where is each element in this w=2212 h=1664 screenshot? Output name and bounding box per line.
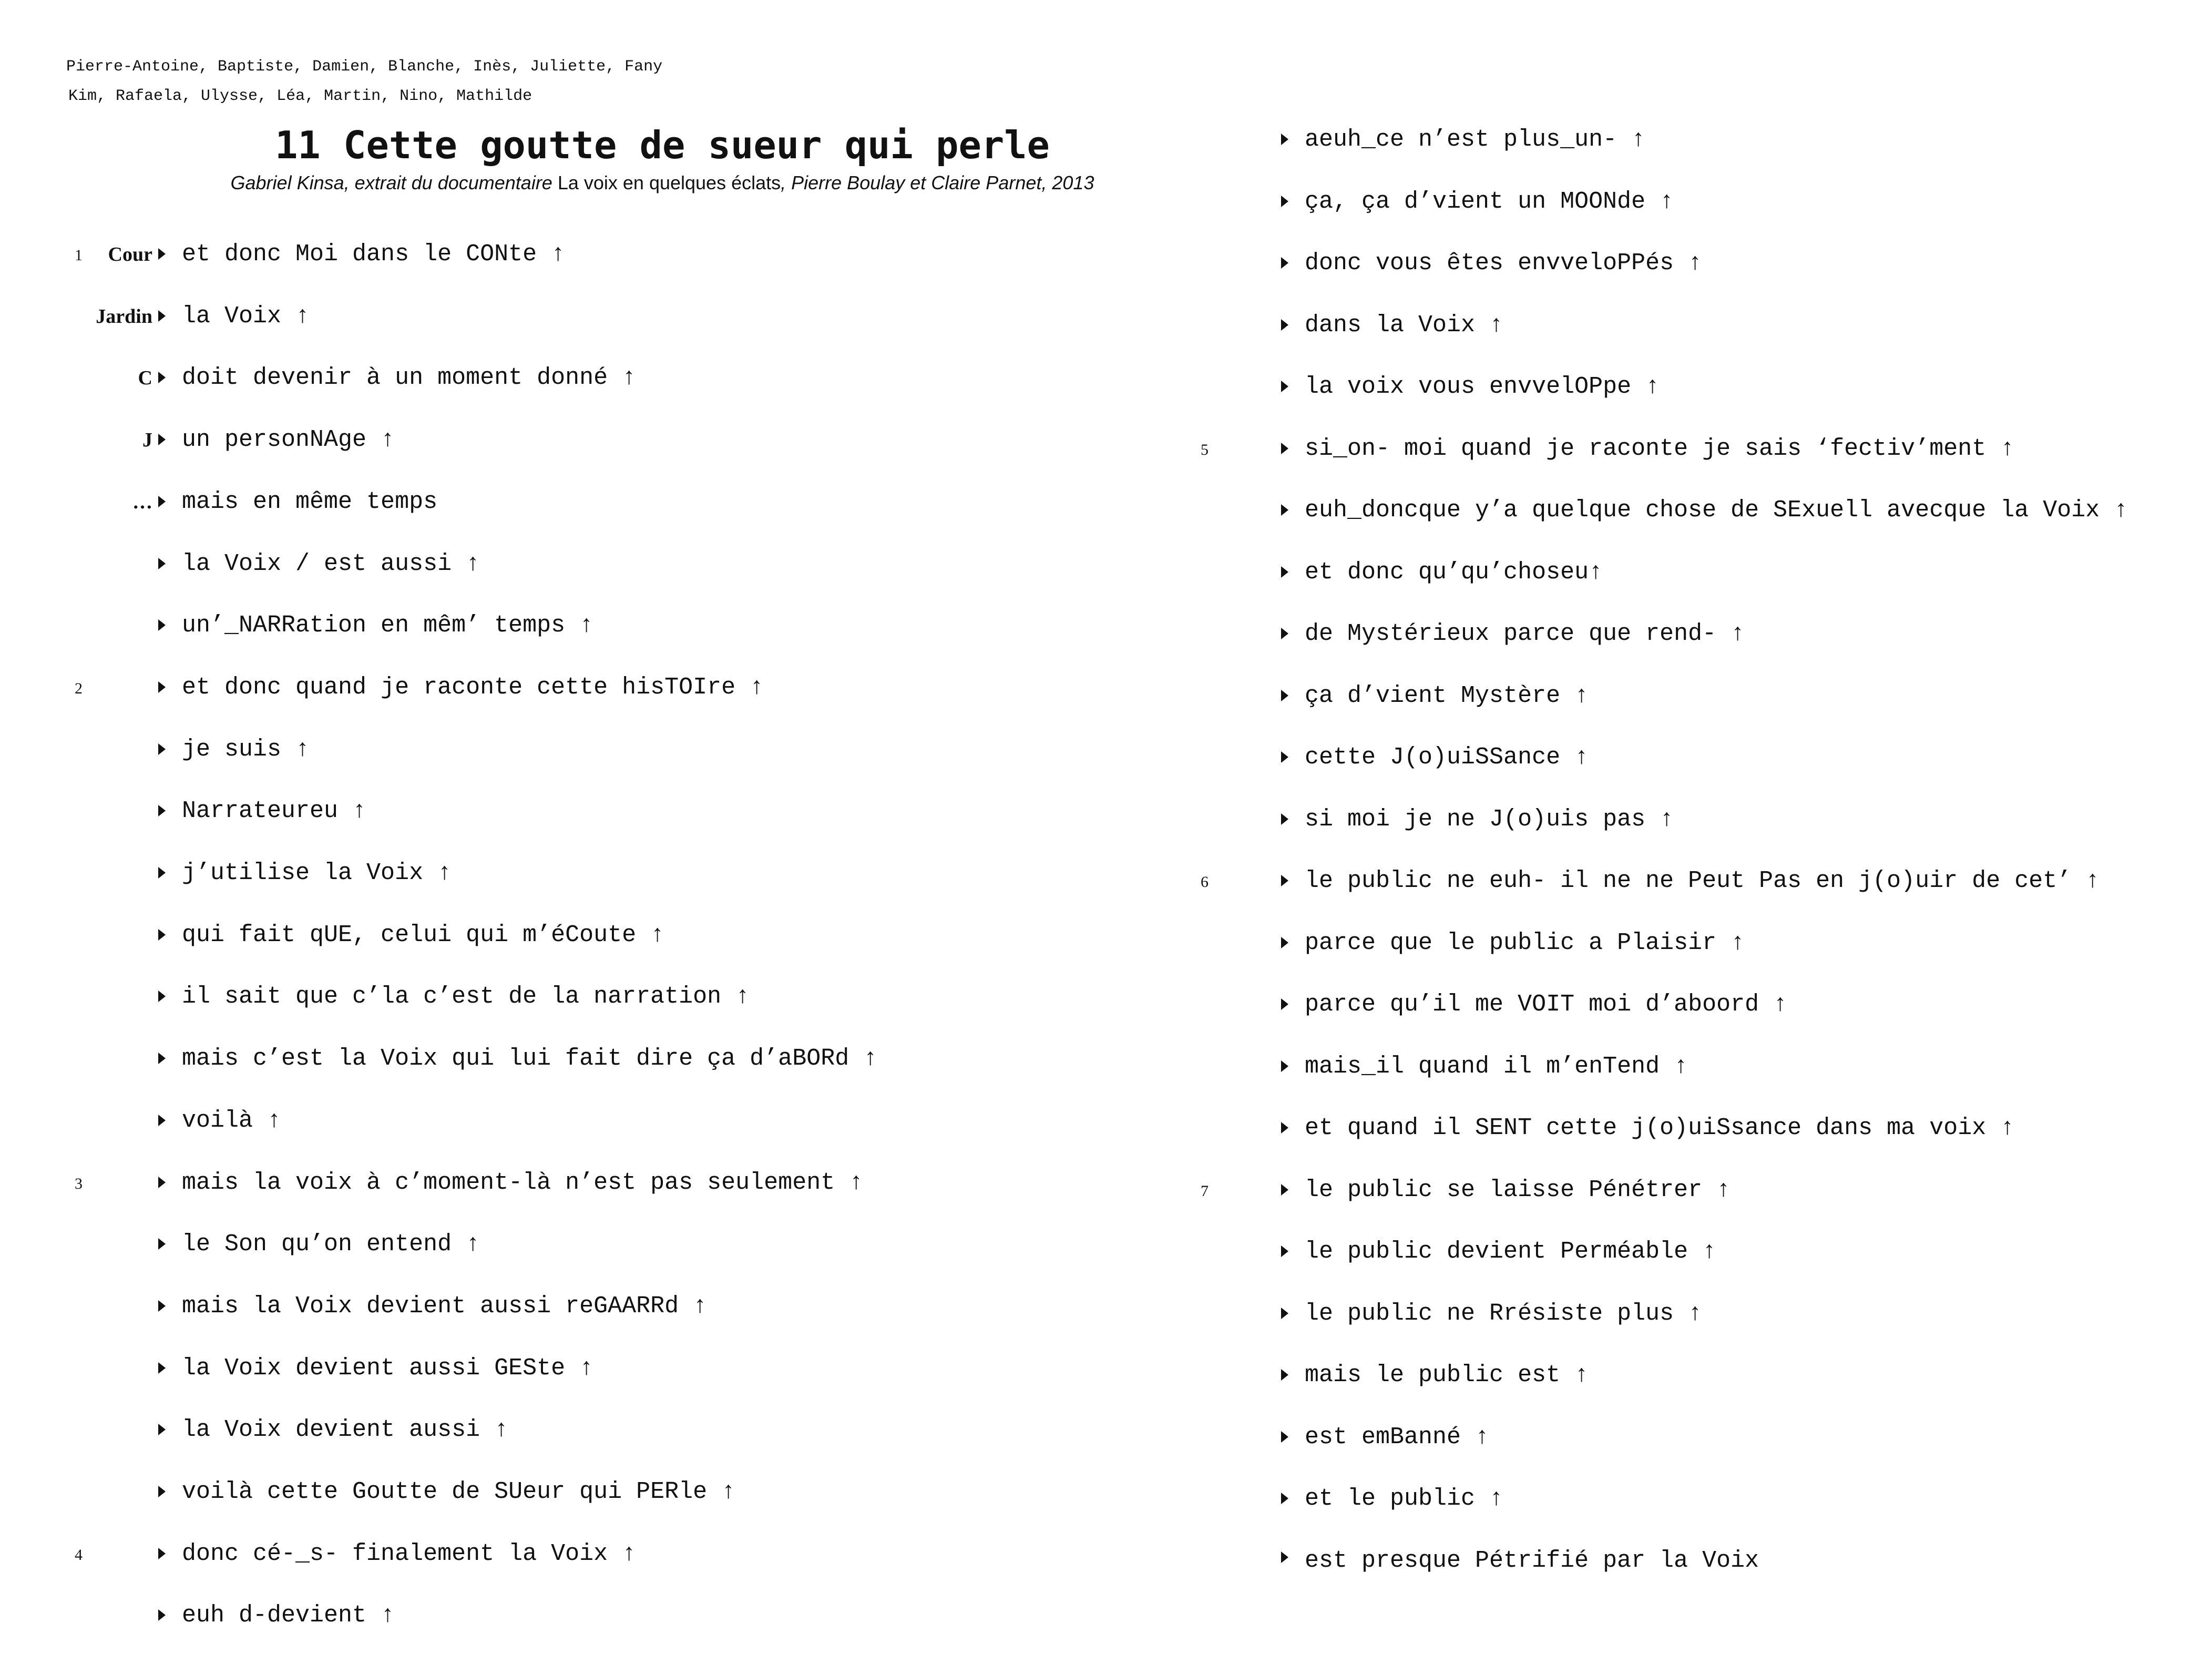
disclosure-triangle-icon[interactable] [1281, 1431, 1288, 1443]
line-text: mais la Voix devient aussi reGAARRd ↑ [182, 1292, 708, 1320]
disclosure-triangle-icon[interactable] [1281, 998, 1288, 1010]
speaker-label: … [132, 491, 152, 513]
line-number: 2 [75, 679, 83, 697]
disclosure-triangle-icon[interactable] [1281, 690, 1288, 701]
line-text: le public devient Perméable ↑ [1305, 1238, 1717, 1265]
line-text: un’_NARRation en mêm’ temps ↑ [182, 612, 594, 639]
script-line [0, 1417, 2212, 1459]
disclosure-triangle-icon[interactable] [1281, 1369, 1288, 1381]
line-text: ça d’vient Mystère ↑ [1305, 682, 1589, 709]
line-text: je suis ↑ [182, 736, 310, 763]
line-text: donc vous êtes envveloPPés ↑ [1305, 250, 1703, 277]
subtitle-credits: , Pierre Boulay et Claire Parnet, 2013 [781, 172, 1094, 193]
line-text: j’utilise la Voix ↑ [182, 860, 452, 886]
line-text: le public ne euh- il ne ne Peut Pas en j(o)uir de cet’ ↑ [1305, 867, 2100, 894]
line-text: mais le public est ↑ [1305, 1362, 1589, 1389]
script-line [0, 429, 2212, 471]
disclosure-triangle-icon[interactable] [1281, 1122, 1288, 1134]
speaker-label: Jardin [96, 305, 152, 328]
script-line [0, 120, 2212, 162]
line-number: 6 [1201, 873, 1209, 891]
performers-line-1: Pierre-Antoine, Baptiste, Damien, Blanche, Inès, Juliette, Fany [66, 58, 663, 76]
disclosure-triangle-icon[interactable] [1281, 1308, 1288, 1319]
subtitle-work: La voix en quelques éclats [557, 172, 781, 193]
line-text: dans la Voix ↑ [1305, 311, 1504, 339]
line-text: et le public ↑ [1305, 1485, 1504, 1512]
line-text: la Voix devient aussi ↑ [182, 1416, 509, 1444]
line-number: 5 [1201, 441, 1209, 458]
line-text: un personNAge ↑ [182, 426, 395, 454]
line-text: le public ne Rrésiste plus ↑ [1305, 1300, 1703, 1327]
script-line [0, 553, 2212, 595]
line-text: la Voix devient aussi GESte ↑ [182, 1354, 594, 1382]
line-text: doit devenir à un moment donné ↑ [182, 364, 637, 392]
line-text: parce qu’il me VOIT moi d’aboord ↑ [1305, 991, 1788, 1018]
script-line [0, 1170, 2212, 1212]
disclosure-triangle-icon[interactable] [1281, 504, 1288, 516]
line-text: mais_il quand il m’enTend ↑ [1305, 1053, 1688, 1080]
speaker-label: C [138, 367, 152, 390]
line-text: la voix vous envvelOPpe ↑ [1305, 373, 1660, 400]
disclosure-triangle-icon[interactable] [1281, 196, 1288, 207]
script-line [0, 367, 2212, 409]
script-line [0, 1294, 2212, 1336]
disclosure-triangle-icon[interactable] [1281, 937, 1288, 948]
script-line [0, 243, 2212, 285]
line-text: parce que le public a Plaisir ↑ [1305, 929, 1745, 956]
disclosure-triangle-icon[interactable] [1281, 1246, 1288, 1257]
disclosure-triangle-icon[interactable] [1281, 443, 1288, 454]
script-line [0, 1047, 2212, 1089]
script-line [0, 676, 2212, 718]
line-number: 7 [1201, 1182, 1209, 1200]
script-line [0, 1479, 2212, 1521]
disclosure-triangle-icon[interactable] [1281, 257, 1288, 269]
performers-line-2: Kim, Rafaela, Ulysse, Léa, Martin, Nino, Mathilde [68, 87, 532, 105]
script-line [0, 985, 2212, 1027]
line-text: et quand il SENT cette j(o)uiSsance dans ma voix ↑ [1305, 1115, 2015, 1141]
script-line [0, 738, 2212, 780]
disclosure-triangle-icon[interactable] [1281, 1184, 1288, 1196]
script-line [0, 1355, 2212, 1397]
disclosure-triangle-icon[interactable] [1281, 1493, 1288, 1504]
line-text: le Son qu’on entend ↑ [182, 1231, 480, 1258]
script-line [0, 1596, 2212, 1638]
line-text: mais c’est la Voix qui lui fait dire ça d’aBORd ↑ [182, 1045, 878, 1073]
script-line [0, 182, 2212, 224]
line-text: cette J(o)uiSSance ↑ [1305, 744, 1589, 771]
line-text: le public se laisse Pénétrer ↑ [1305, 1176, 1731, 1203]
line-text: qui fait qUE, celui qui m’éCoute ↑ [182, 921, 665, 948]
line-text: ça, ça d’vient un MOONde ↑ [1305, 188, 1674, 215]
script-line [0, 491, 2212, 533]
script-line [0, 1541, 2212, 1583]
line-number: 3 [75, 1175, 83, 1192]
disclosure-triangle-icon[interactable] [1281, 566, 1288, 578]
script-line [0, 305, 2212, 348]
disclosure-triangle-icon[interactable] [1281, 1551, 1288, 1563]
disclosure-triangle-icon[interactable] [1281, 751, 1288, 763]
line-text: mais la voix à c’moment-là n’est pas seulement ↑ [182, 1169, 864, 1196]
line-text: la Voix ↑ [182, 302, 310, 330]
line-text: euh_doncque y’a quelque chose de SExuell avecque la Voix ↑ [1305, 497, 2128, 524]
page-title: 11 Cette goutte de sueur qui perle [275, 123, 1050, 167]
script-line [0, 1232, 2212, 1274]
disclosure-triangle-icon[interactable] [1281, 813, 1288, 825]
script-line [0, 861, 2212, 903]
disclosure-triangle-icon[interactable] [1281, 134, 1288, 145]
speaker-label: Cour [108, 243, 152, 266]
line-text: la Voix / est aussi ↑ [182, 550, 480, 577]
line-text: et donc Moi dans le CONte ↑ [182, 241, 566, 268]
line-text: voilà ↑ [182, 1107, 282, 1134]
line-text: de Mystérieux parce que rend- ↑ [1305, 620, 1745, 647]
script-line [0, 1108, 2212, 1150]
line-text: et donc quand je raconte cette hisTOIre ↑ [182, 673, 764, 701]
disclosure-triangle-icon[interactable] [1281, 1060, 1288, 1072]
line-text: si_on- moi quand je raconte je sais ‘fectiv’ment ↑ [1305, 435, 2015, 462]
line-text: euh d-devient ↑ [182, 1602, 395, 1629]
line-text: donc cé-_s- finalement la Voix ↑ [182, 1540, 637, 1567]
disclosure-triangle-icon[interactable] [1281, 875, 1288, 886]
line-text: voilà cette Goutte de SUeur qui PERle ↑ [182, 1478, 736, 1505]
disclosure-triangle-icon[interactable] [1281, 628, 1288, 639]
disclosure-triangle-icon[interactable] [1281, 381, 1288, 392]
line-number: 4 [75, 1546, 83, 1564]
line-text: est presque Pétrifié par la Voix [1305, 1547, 1759, 1574]
line-text: mais en même temps [182, 488, 438, 515]
line-text: aeuh_ce n’est plus_un- ↑ [1305, 126, 1646, 153]
line-text: il sait que c’la c’est de la narration ↑ [182, 983, 750, 1010]
script-line [0, 800, 2212, 842]
disclosure-triangle-icon[interactable] [1281, 319, 1288, 331]
line-text: si moi je ne J(o)uis pas ↑ [1305, 805, 1674, 833]
script-line [0, 614, 2212, 656]
line-number: 1 [75, 247, 83, 264]
disclosure-triangle-icon[interactable] [158, 1609, 166, 1621]
line-text: et donc qu’qu’choseu↑ [1305, 558, 1603, 586]
speaker-label: J [142, 429, 152, 452]
line-text: est emBanné ↑ [1305, 1423, 1490, 1451]
script-line [0, 923, 2212, 965]
line-text: Narrateureu ↑ [182, 798, 367, 825]
subtitle-author: Gabriel Kinsa, extrait du documentaire [230, 172, 558, 193]
